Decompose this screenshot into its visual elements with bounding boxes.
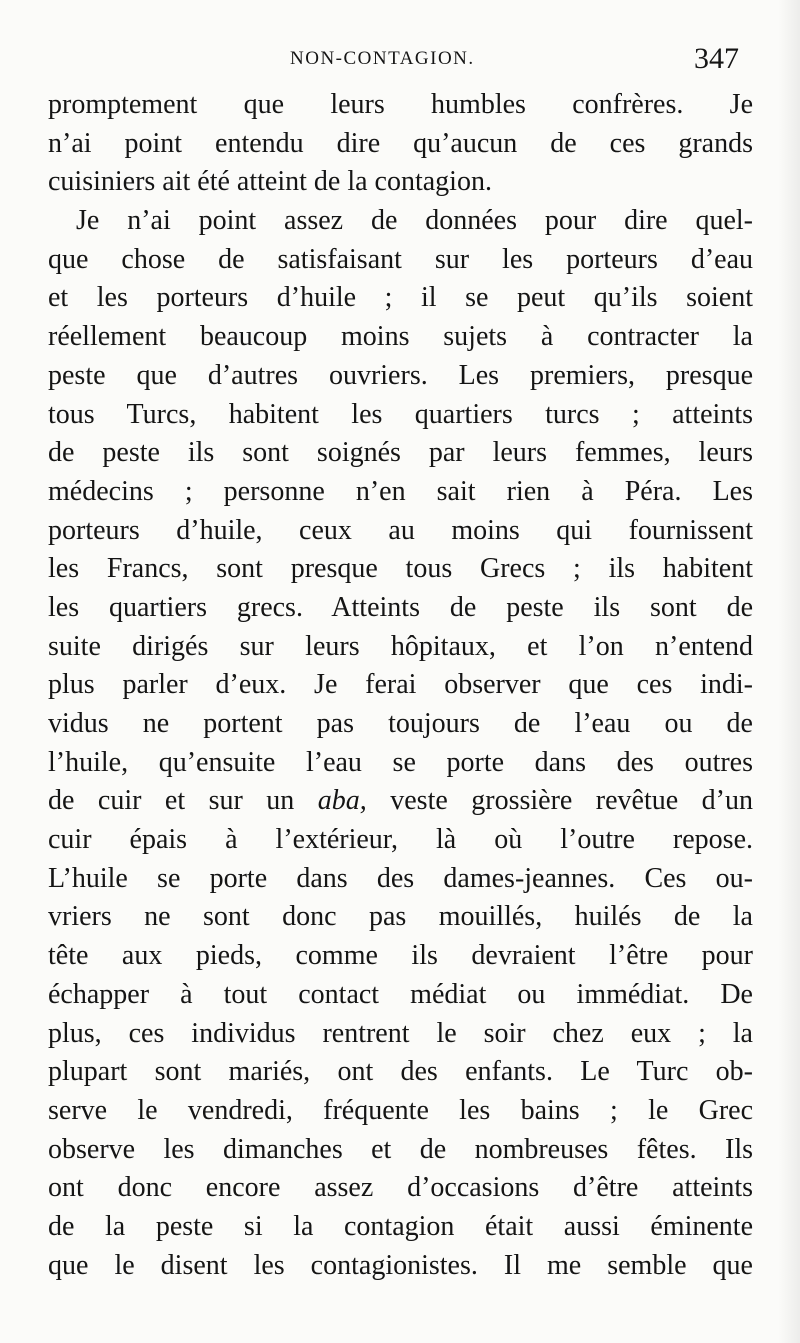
- running-title: NON-CONTAGION.: [290, 48, 475, 69]
- page-header: [0, 42, 800, 82]
- text-line: les Francs, sont presque tous Grecs ; ils habitent: [48, 553, 753, 585]
- text-line: plus, ces individus rentrent le soir chez eux ; la: [48, 1017, 753, 1049]
- text-line: les quartiers grecs. Atteints de peste ils sont de: [48, 591, 753, 623]
- page-edge-shadow: [778, 0, 800, 1343]
- text-line: plus parler d’eux. Je ferai observer que ces indi-: [48, 669, 753, 701]
- text-fragment: de cuir et sur un: [48, 785, 318, 817]
- text-line: ont donc encore assez d’occasions d’être atteints: [48, 1172, 753, 1204]
- text-line: vidus ne portent pas toujours de l’eau ou de: [48, 708, 753, 739]
- text-line: promptement que leurs humbles confrères. Je: [48, 89, 753, 120]
- text-line: échapper à tout contact médiat ou immédiat. De: [48, 978, 753, 1010]
- text-line: l’huile, qu’ensuite l’eau se porte dans des outres: [48, 746, 753, 778]
- text-line: plupart sont mariés, ont des enfants. Le Turc ob-: [48, 1056, 753, 1088]
- text-line: serve le vendredi, fréquente les bains ; le Grec: [48, 1094, 753, 1126]
- text-line: tous Turcs, habitent les quartiers turcs ; atteints: [48, 398, 753, 430]
- text-line: cuir épais à l’extérieur, là où l’outre repose.: [48, 824, 753, 856]
- text-line: et les porteurs d’huile ; il se peut qu’ils soient: [48, 282, 753, 314]
- text-line: observe les dimanches et de nombreuses fêtes. Ils: [48, 1133, 753, 1165]
- text-line: que le disent les contagionistes. Il me semble que: [48, 1249, 753, 1281]
- text-line: réellement beaucoup moins sujets à contracter la: [48, 321, 753, 353]
- body-text: [48, 86, 753, 1285]
- text-line: L’huile se porte dans des dames-jeannes. Ces ou-: [48, 862, 753, 894]
- text-line: peste que d’autres ouvriers. Les premiers, presque: [48, 359, 753, 391]
- text-line: porteurs d’huile, ceux au moins qui fournissent: [48, 514, 753, 546]
- page-number: 347: [694, 42, 739, 75]
- text-line: n’ai point entendu dire qu’aucun de ces grands: [48, 127, 753, 159]
- text-line: Je n’ai point assez de données pour dire quel-: [76, 205, 753, 237]
- italic-term: aba,: [317, 785, 367, 817]
- text-line: médecins ; personne n’en sait rien à Péra. Les: [48, 475, 753, 507]
- text-line: de la peste si la contagion était aussi éminente: [48, 1210, 753, 1242]
- text-line-with-italic: [48, 782, 753, 821]
- text-line: vriers ne sont donc pas mouillés, huilés de la: [48, 901, 753, 933]
- text-line: que chose de satisfaisant sur les porteurs d’eau: [48, 243, 753, 275]
- text-fragment: veste grossière revêtue d’un: [366, 785, 753, 817]
- text-line: suite dirigés sur leurs hôpitaux, et l’on n’entend: [48, 630, 753, 662]
- text-line: tête aux pieds, comme ils devraient l’être pour: [48, 940, 753, 972]
- text-line: cuisiniers ait été atteint de la contagion.: [48, 166, 492, 198]
- text-line: de peste ils sont soignés par leurs femmes, leurs: [48, 437, 753, 469]
